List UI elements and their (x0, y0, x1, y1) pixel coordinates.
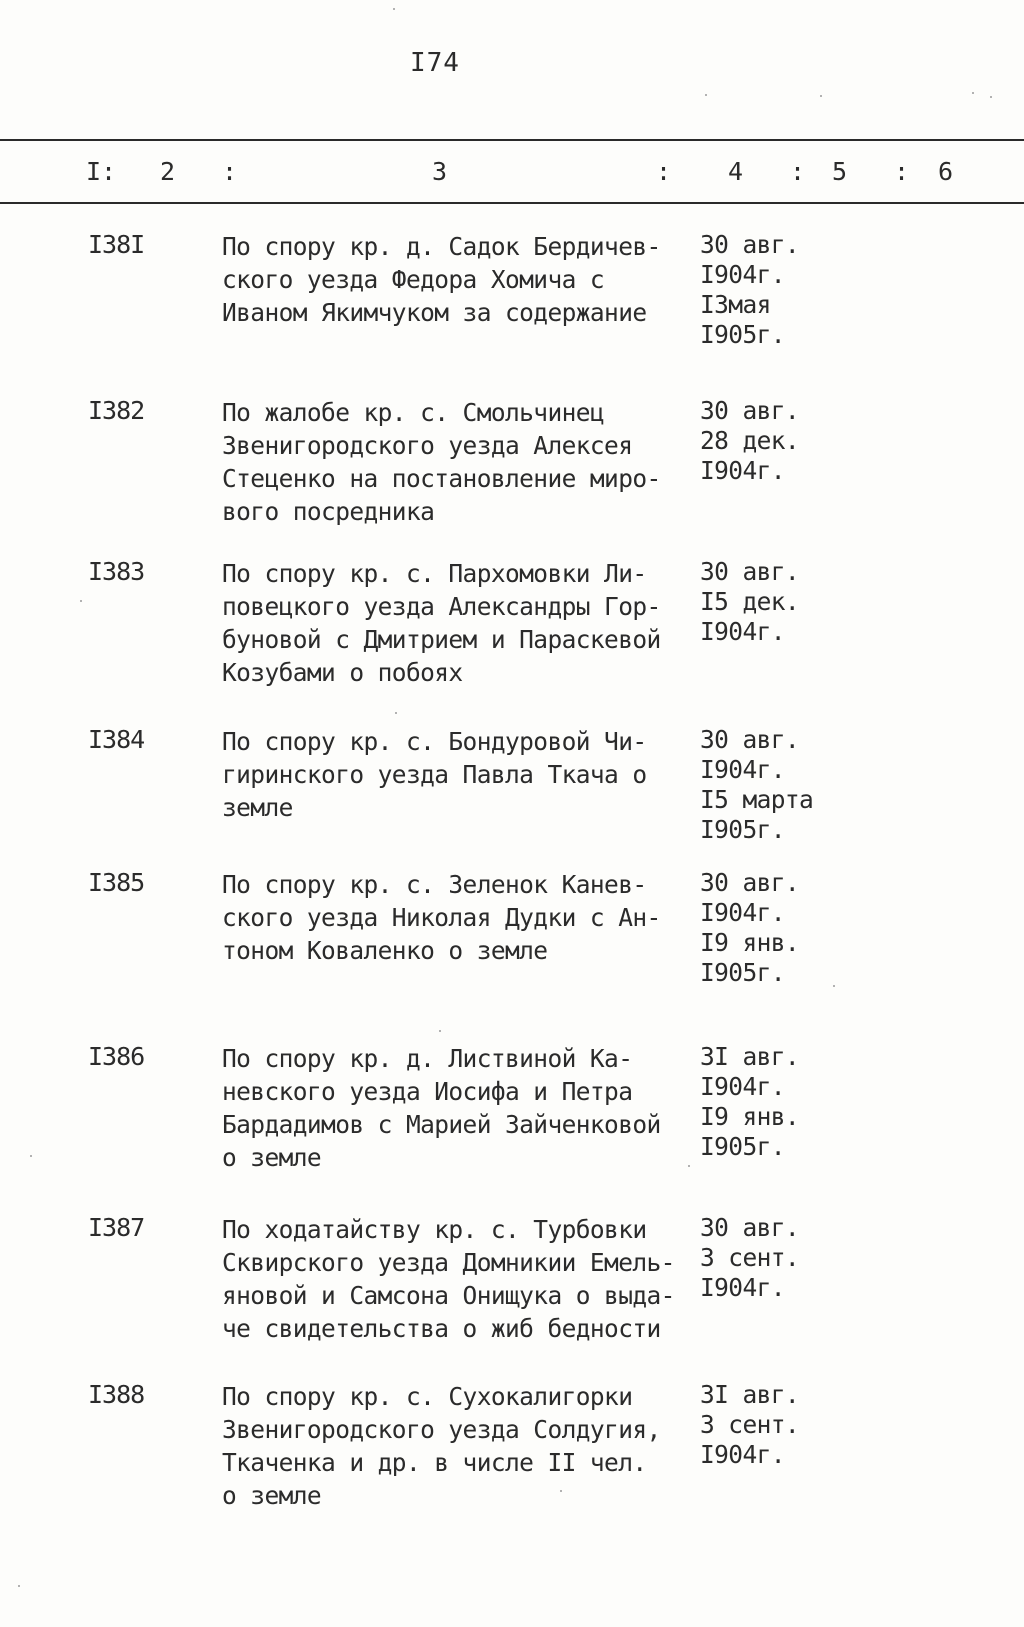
entry-description (222, 1213, 675, 1345)
description-line: По спору кр. с. Пархомовки Ли- (222, 559, 647, 588)
header-bottom-rule (0, 202, 1024, 204)
description-line: По спору кр. с. Бондуровой Чи- (222, 727, 647, 756)
column-separator: : (222, 157, 238, 186)
date-line: I904г. (700, 456, 785, 485)
entry-description (222, 396, 661, 528)
column-separator: : (894, 157, 910, 186)
scan-speck (393, 8, 395, 10)
date-line: 30 авг. (700, 1213, 800, 1242)
scan-speck (990, 96, 992, 98)
column-6-label: 6 (938, 157, 954, 186)
date-line: I904г. (700, 898, 785, 927)
date-line: 30 авг. (700, 725, 800, 754)
column-3-label: 3 (432, 157, 448, 186)
entry-description (222, 557, 661, 689)
date-line: I905г. (700, 958, 785, 987)
date-line: I904г. (700, 1072, 785, 1101)
date-line: 3 сент. (700, 1243, 800, 1272)
date-line: 3I авг. (700, 1042, 800, 1071)
date-line: I905г. (700, 320, 785, 349)
description-line: По спору кр. с. Зеленок Канев- (222, 870, 647, 899)
entry-dates (700, 557, 799, 647)
description-line: яновой и Самсона Онищука о выда- (222, 1281, 675, 1310)
description-line: Иваном Якимчуком за содержание (222, 298, 647, 327)
scan-speck (439, 1030, 441, 1032)
column-2-label: 2 (160, 157, 176, 186)
entry-number: I385 (88, 868, 145, 897)
description-line: Звенигородского уезда Солдугия, (222, 1415, 661, 1444)
date-line: 30 авг. (700, 557, 800, 586)
entry-number: I383 (88, 557, 145, 586)
date-line: I9 янв. (700, 928, 800, 957)
column-4-label: 4 (728, 157, 744, 186)
scan-speck (30, 1155, 32, 1157)
description-line: тоном Коваленко о земле (222, 936, 548, 965)
date-line: 30 авг. (700, 868, 800, 897)
date-line: 3I авг. (700, 1380, 800, 1409)
description-line: Ткаченка и др. в числе II чел. (222, 1448, 647, 1477)
date-line: 28 дек. (700, 426, 800, 455)
entry-description (222, 1042, 661, 1174)
scan-speck (18, 1585, 20, 1587)
scan-speck (705, 94, 707, 96)
date-line: I905г. (700, 815, 785, 844)
date-line: I5 марта (700, 785, 814, 814)
date-line: I3мая (700, 290, 771, 319)
entry-dates (700, 230, 799, 350)
entry-number: I388 (88, 1380, 145, 1409)
description-line: По спору кр. д. Листвиной Ка- (222, 1044, 633, 1073)
header-top-rule (0, 139, 1024, 141)
description-line: По спору кр. с. Сухокалигорки (222, 1382, 633, 1411)
column-separator: : (790, 157, 806, 186)
description-line: земле (222, 793, 293, 822)
description-line: По ходатайству кр. с. Турбовки (222, 1215, 647, 1244)
entry-dates (700, 1380, 799, 1470)
entry-description (222, 725, 647, 824)
scan-speck (688, 1165, 690, 1167)
description-line: Бардадимов с Марией Зайченковой (222, 1110, 661, 1139)
entry-number: I38I (88, 230, 145, 259)
entry-description (222, 1380, 661, 1512)
scan-speck (833, 985, 835, 987)
entry-number: I386 (88, 1042, 145, 1071)
description-line: о земле (222, 1143, 322, 1172)
date-line: I9 янв. (700, 1102, 800, 1131)
date-line: I904г. (700, 617, 785, 646)
date-line: I904г. (700, 1440, 785, 1469)
entry-number: I384 (88, 725, 145, 754)
date-line: I904г. (700, 755, 785, 784)
description-line: невского уезда Иосифа и Петра (222, 1077, 633, 1106)
entry-dates (700, 396, 799, 486)
description-line: По жалобе кр. с. Смольчинец (222, 398, 605, 427)
column-5-label: 5 (832, 157, 848, 186)
description-line: Стеценко на постановление миро- (222, 464, 661, 493)
date-line: I5 дек. (700, 587, 800, 616)
scan-speck (972, 92, 974, 94)
scan-speck (560, 1490, 562, 1492)
date-line: I905г. (700, 1132, 785, 1161)
description-line: Сквирского уезда Домникии Емель- (222, 1248, 675, 1277)
entry-dates (700, 868, 799, 988)
date-line: 30 авг. (700, 230, 800, 259)
description-line: ского уезда Николая Дудки с Ан- (222, 903, 661, 932)
date-line: 3 сент. (700, 1410, 800, 1439)
description-line: повецкого уезда Александры Гор- (222, 592, 661, 621)
description-line: Козубами о побоях (222, 658, 463, 687)
scan-speck (80, 600, 82, 602)
description-line: че свидетельства о жиб бедности (222, 1314, 661, 1343)
entry-dates (700, 725, 813, 845)
date-line: 30 авг. (700, 396, 800, 425)
entry-dates (700, 1042, 799, 1162)
description-line: буновой с Дмитрием и Параскевой (222, 625, 661, 654)
date-line: I904г. (700, 1273, 785, 1302)
description-line: ского уезда Федора Хомича с (222, 265, 605, 294)
entry-dates (700, 1213, 799, 1303)
entry-description (222, 868, 661, 967)
entry-number: I387 (88, 1213, 145, 1242)
scan-speck (820, 95, 822, 97)
column-1-label: I: (86, 157, 117, 186)
scan-speck (395, 712, 397, 714)
description-line: По спору кр. д. Садок Бердичев- (222, 232, 661, 261)
description-line: вого посредника (222, 497, 435, 526)
description-line: Звенигородского уезда Алексея (222, 431, 633, 460)
description-line: гиринского уезда Павла Ткача о (222, 760, 647, 789)
column-separator: : (656, 157, 672, 186)
description-line: о земле (222, 1481, 322, 1510)
entry-description (222, 230, 661, 329)
date-line: I904г. (700, 260, 785, 289)
entry-number: I382 (88, 396, 145, 425)
page-number: I74 (410, 48, 460, 78)
